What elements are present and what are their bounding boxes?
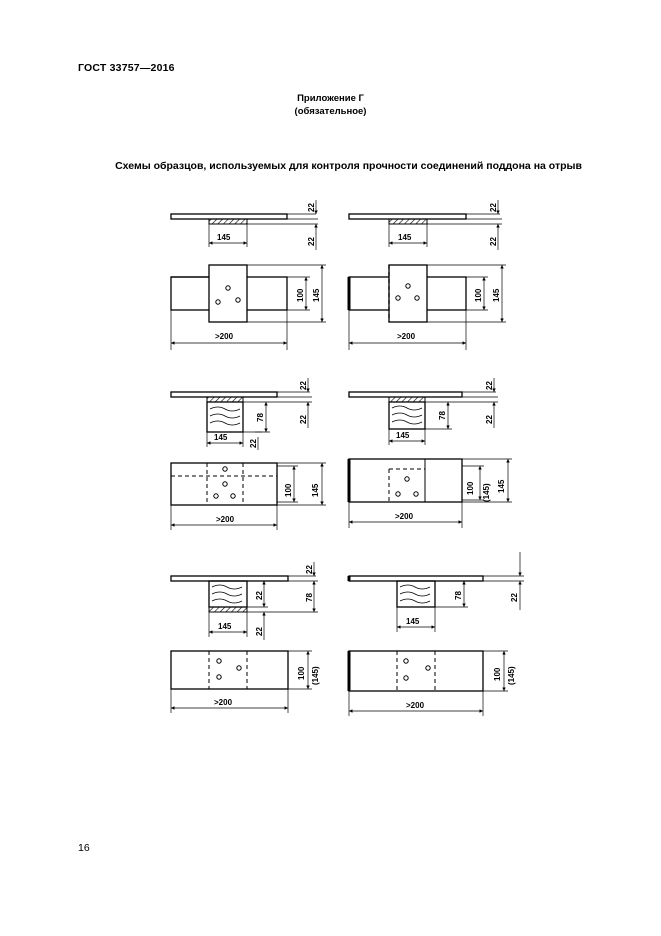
scheme-1-section [171, 200, 318, 250]
dim-145-label: 145 [217, 233, 231, 242]
dim-100-label: 100 [296, 288, 305, 302]
appendix-label: Приложение Г [297, 93, 364, 104]
dim-gt200-label: >200 [215, 332, 234, 341]
dim-22-label: 22 [485, 381, 494, 390]
scheme-2-section [349, 200, 502, 250]
scheme-5-section [171, 562, 318, 640]
dim-145-label: 145 [492, 288, 501, 302]
dim-22-label: 22 [510, 593, 519, 602]
dim-22-label: 22 [307, 203, 316, 212]
dim-78-label: 78 [305, 593, 314, 602]
dim-22-label: 22 [255, 627, 264, 636]
dim-78-label: 78 [438, 411, 447, 420]
dim-145-label: 145 [497, 479, 506, 493]
dim-100-label: 100 [474, 288, 483, 302]
dim-100-label: 100 [466, 481, 475, 495]
dim-145p-label: (145) [311, 666, 320, 685]
scheme-5-plan [171, 651, 312, 713]
dim-22-label: 22 [485, 415, 494, 424]
scheme-4-section [349, 378, 498, 445]
dim-145-label: 145 [406, 617, 420, 626]
dim-22-label: 22 [255, 591, 264, 600]
scheme-3-section [171, 378, 312, 450]
dim-22-label: 22 [299, 415, 308, 424]
dim-gt200-label: >200 [397, 332, 416, 341]
dim-145p-label: (145) [507, 666, 516, 685]
dim-145-label: 145 [398, 233, 412, 242]
dim-145p-label: (145) [482, 483, 491, 502]
dim-22-label: 22 [489, 203, 498, 212]
scheme-6-section [349, 552, 524, 632]
dim-100-label: 100 [284, 483, 293, 497]
scheme-3-plan [171, 463, 326, 530]
dim-145-label: 145 [218, 622, 232, 631]
document-header: ГОСТ 33757—2016 [78, 62, 175, 74]
dim-145-label: 145 [396, 431, 410, 440]
dim-22-label: 22 [489, 237, 498, 246]
dim-145-label: 145 [311, 483, 320, 497]
dim-gt200-label: >200 [395, 512, 414, 521]
scheme-2-plan [349, 265, 506, 350]
dim-78-label: 78 [256, 413, 265, 422]
dim-22-label: 22 [299, 381, 308, 390]
dim-22-label: 22 [307, 237, 316, 246]
dim-22-label: 22 [249, 439, 258, 448]
dim-100-label: 100 [297, 666, 306, 680]
dim-145-label: 145 [312, 288, 321, 302]
figure-title: Схемы образцов, используемых для контроля прочности соединений поддона на отрыв [115, 160, 582, 172]
dim-100-label: 100 [493, 667, 502, 681]
scheme-1-plan [171, 265, 326, 350]
dim-gt200-label: >200 [216, 515, 235, 524]
dim-78-label: 78 [454, 591, 463, 600]
scheme-6-plan [349, 651, 508, 716]
dim-gt200-label: >200 [214, 698, 233, 707]
page-number: 16 [78, 842, 90, 854]
dim-145-label: 145 [214, 433, 228, 442]
dim-gt200-label: >200 [406, 701, 425, 710]
dim-22-label: 22 [305, 565, 314, 574]
appendix-status: (обязательное) [294, 106, 367, 117]
